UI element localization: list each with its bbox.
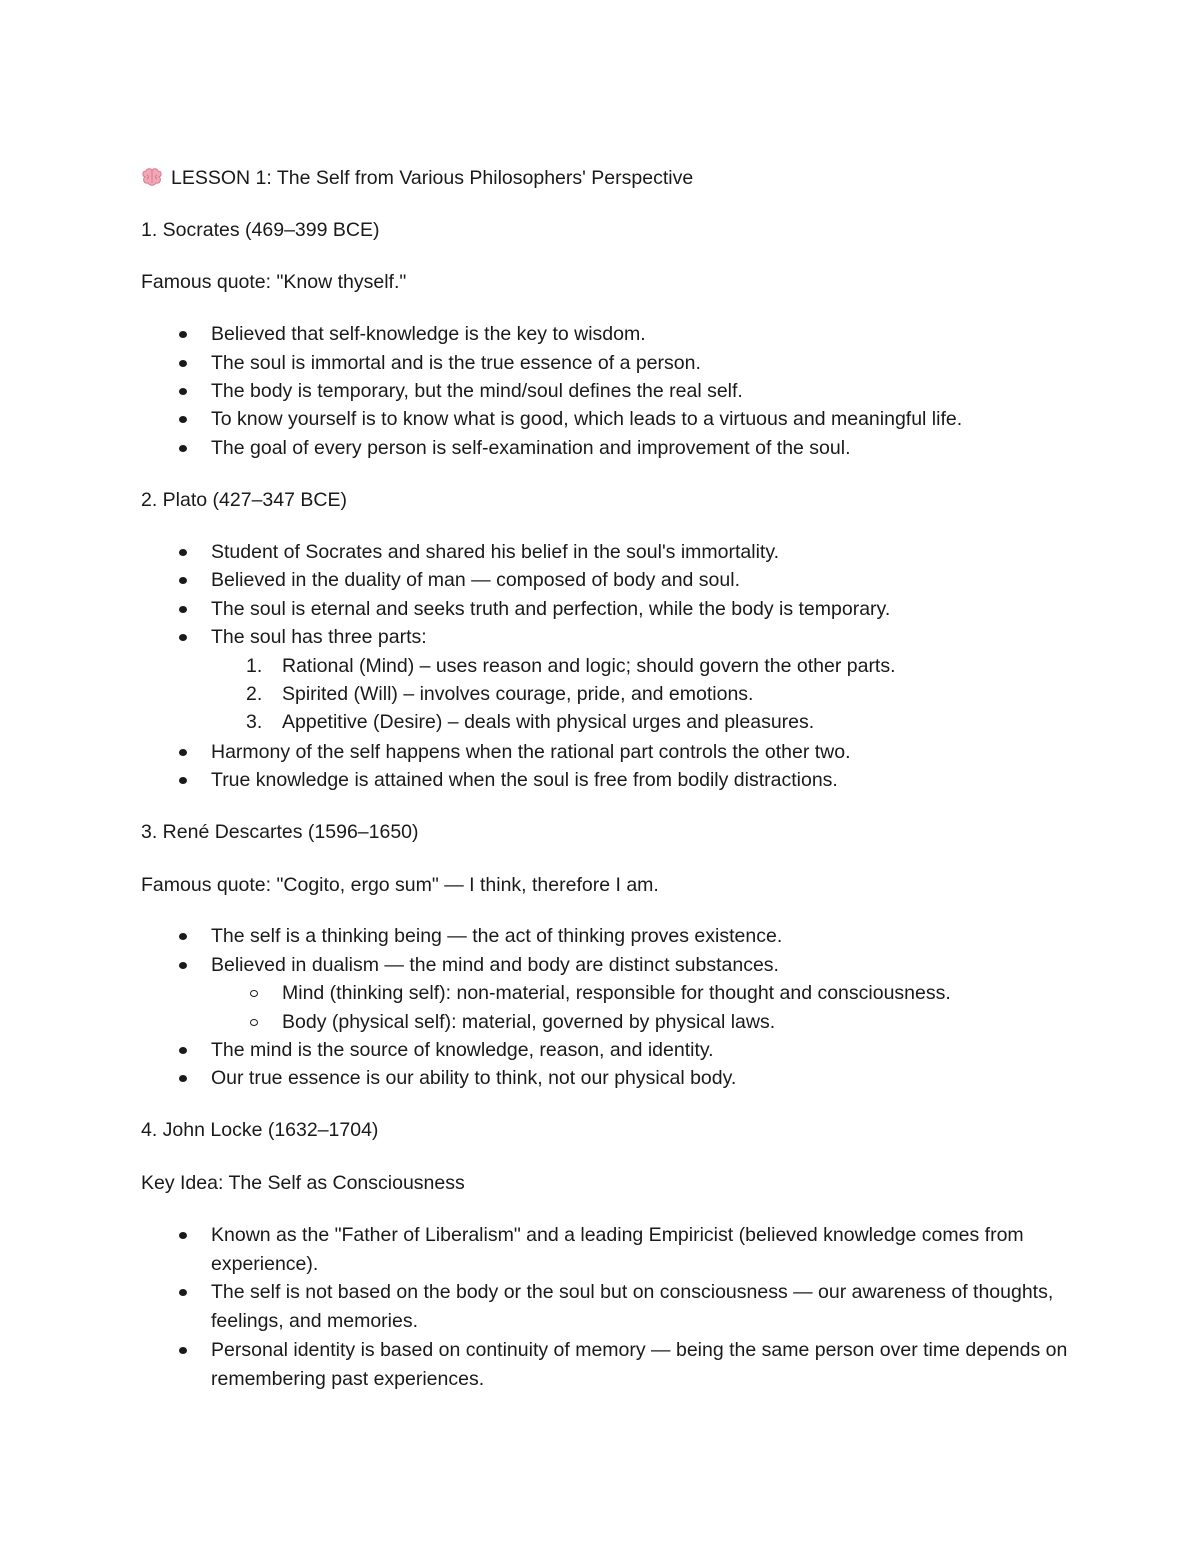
bullet-icon [179, 962, 187, 969]
list-item: Known as the "Father of Liberalism" and a leading Empiricist (believed knowledge comes from experience). [141, 1221, 1071, 1279]
bullet-icon [179, 1289, 187, 1296]
descartes-quote: Famous quote: "Cogito, ergo sum" — I think, therefore I am. [141, 874, 659, 896]
bullet-icon [179, 577, 187, 584]
section-heading-descartes: 3. René Descartes (1596–1650) [141, 821, 419, 843]
locke-key-idea: Key Idea: The Self as Consciousness [141, 1172, 465, 1194]
bullet-icon [179, 1347, 187, 1354]
list-item: The self is not based on the body or the soul but on consciousness — our awareness of thoughts, feelings, and memories. [141, 1278, 1071, 1336]
section-heading-plato: 2. Plato (427–347 BCE) [141, 489, 347, 511]
bullet-icon [179, 549, 187, 556]
bullet-icon [179, 360, 187, 367]
socrates-quote: Famous quote: "Know thyself." [141, 271, 407, 293]
section-heading-locke: 4. John Locke (1632–1704) [141, 1119, 379, 1141]
bullet-icon [179, 416, 187, 423]
brain-icon [141, 166, 163, 184]
bullet-icon [179, 749, 187, 756]
bullet-icon [179, 1047, 187, 1054]
hollow-bullet-icon [250, 990, 258, 997]
bullet-icon [179, 606, 187, 613]
list-item: Personal identity is based on continuity of memory — being the same person over time depends on remembering past experiences. [141, 1336, 1071, 1394]
lesson-title [141, 164, 693, 192]
hollow-bullet-icon [250, 1019, 258, 1026]
bullet-icon [179, 634, 187, 641]
bullet-icon [179, 1232, 187, 1239]
bullet-icon [179, 1075, 187, 1082]
section-heading-socrates: 1. Socrates (469–399 BCE) [141, 219, 380, 241]
bullet-icon [179, 331, 187, 338]
bullet-icon [179, 445, 187, 452]
lesson-title-text: LESSON 1: The Self from Various Philosophers' Perspective [171, 167, 694, 189]
bullet-icon [179, 933, 187, 940]
bullet-icon [179, 388, 187, 395]
bullet-icon [179, 777, 187, 784]
